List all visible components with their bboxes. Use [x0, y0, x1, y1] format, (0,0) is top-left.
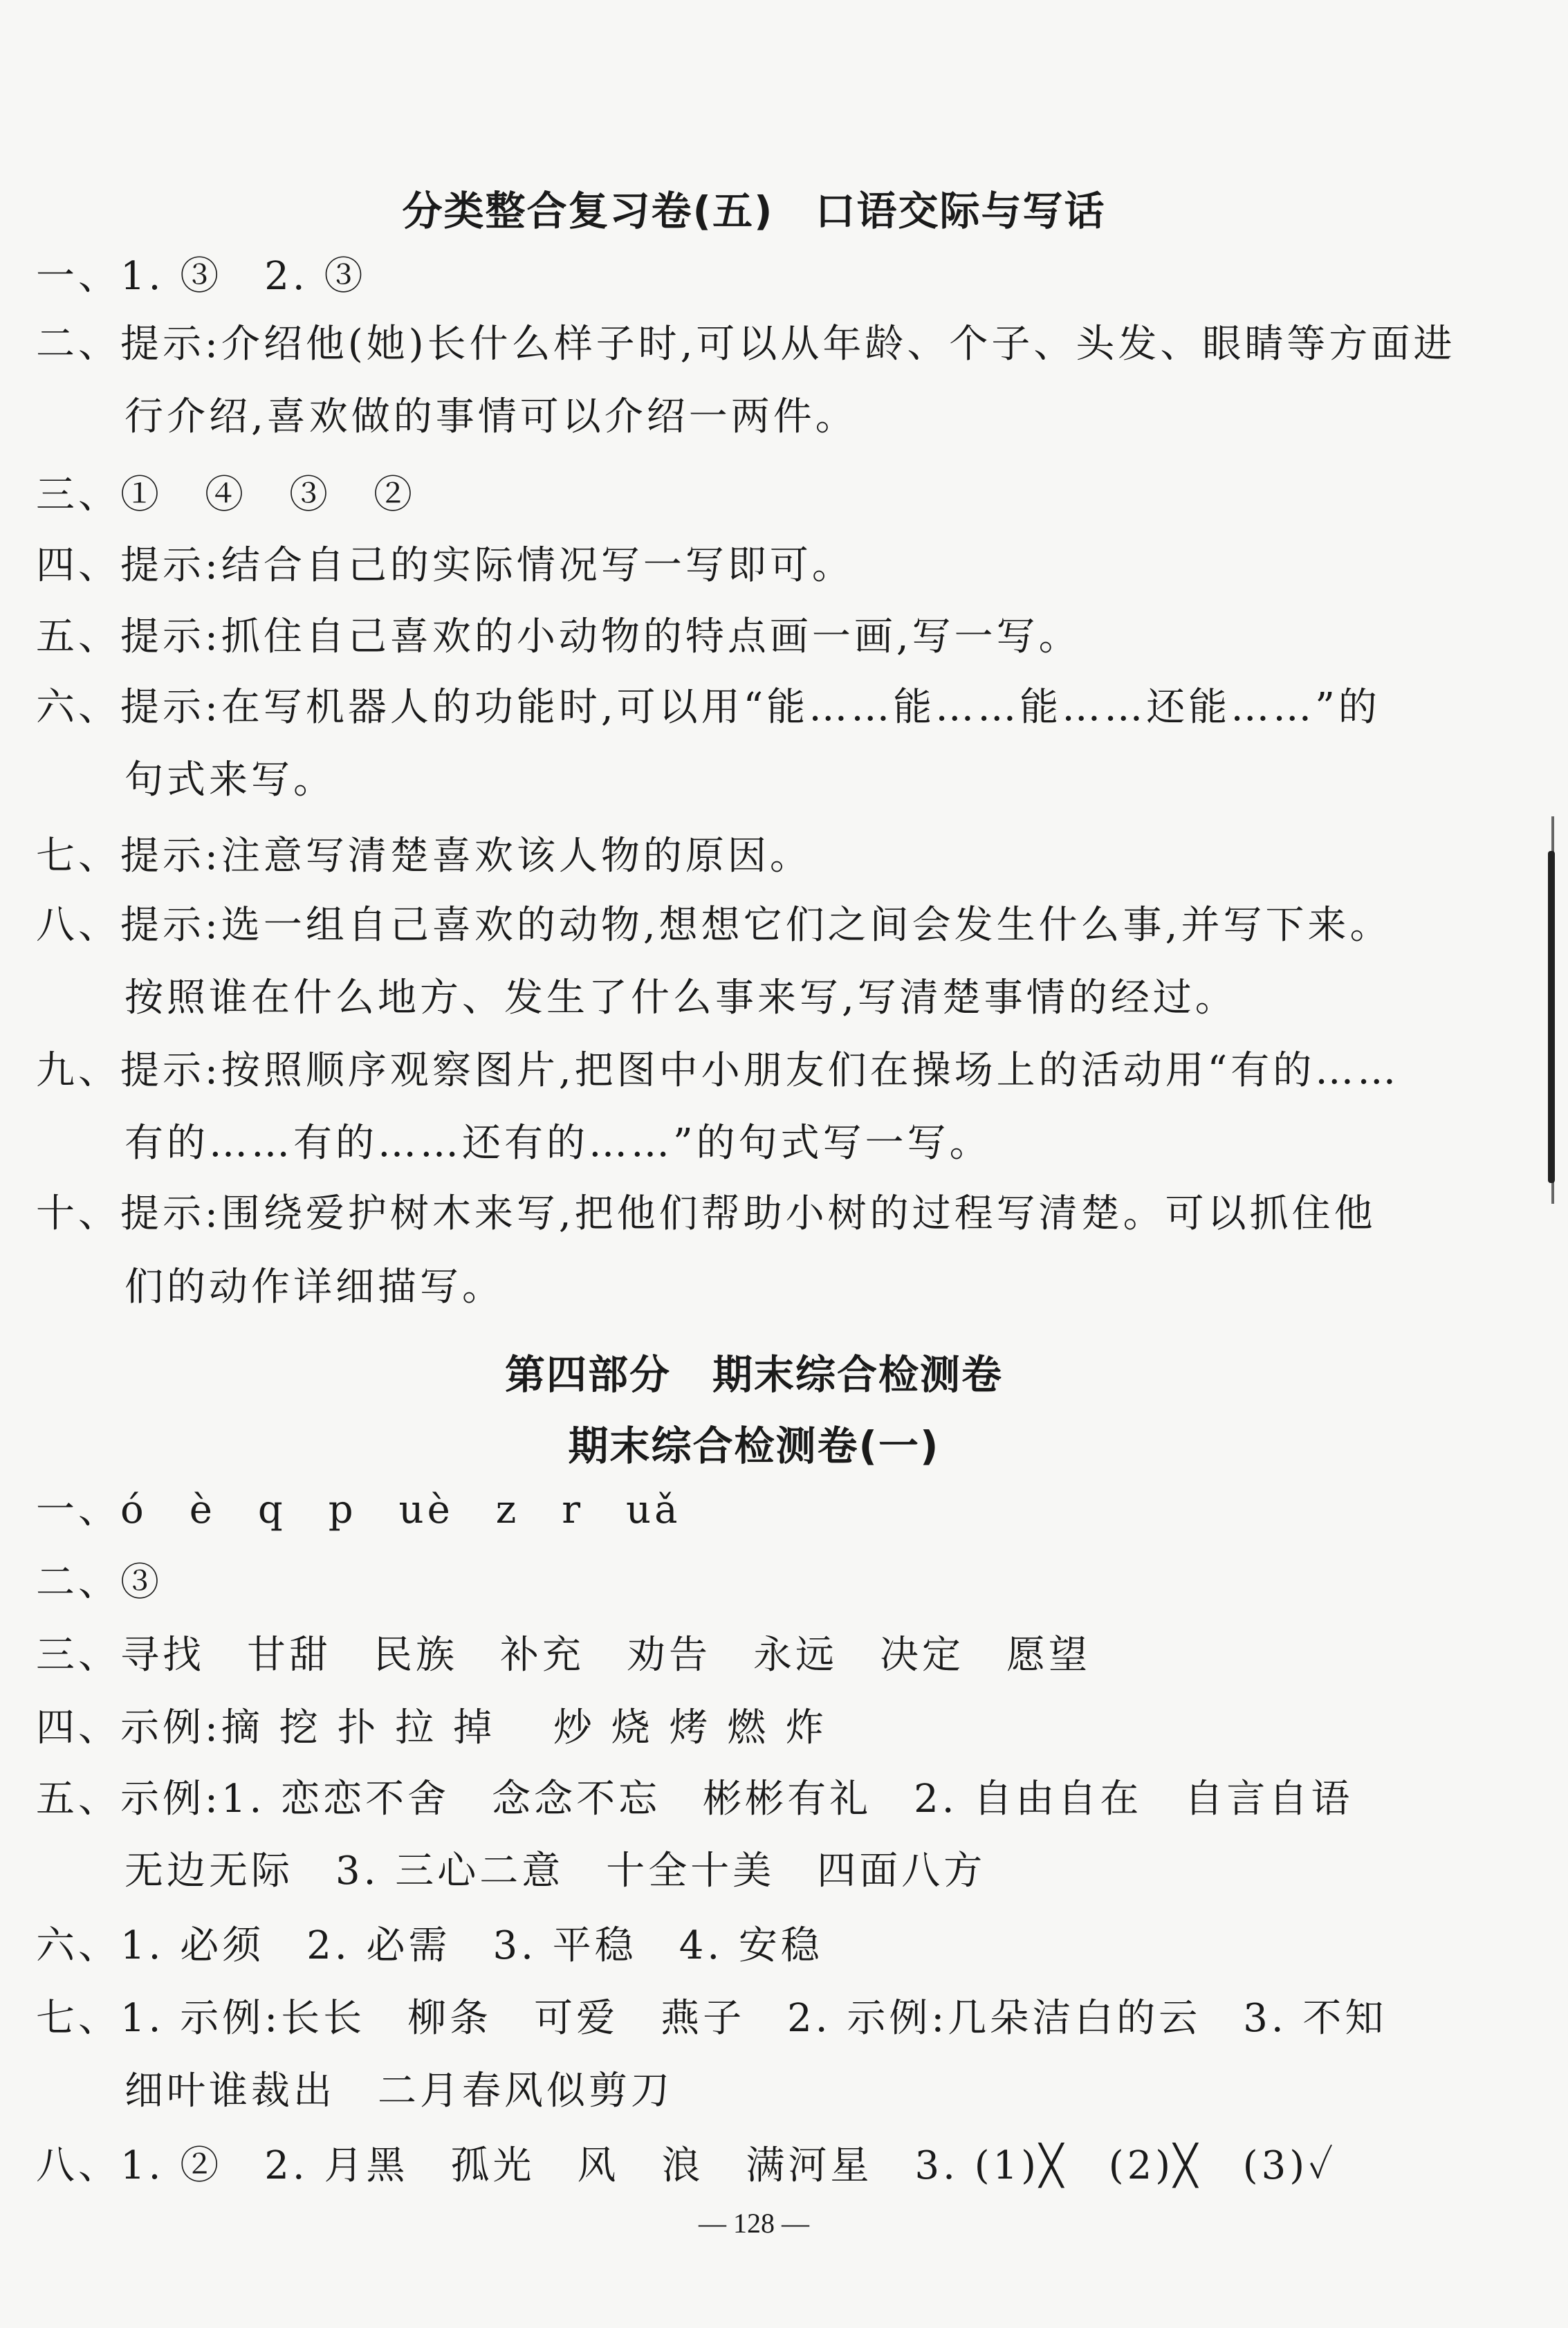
answer-line: 六、提示:在写机器人的功能时,可以用“能……能……能……还能……”的	[36, 685, 1381, 730]
answer-line: 二、提示:介绍他(她)长什么样子时,可以从年龄、个子、头发、眼睛等方面进	[36, 322, 1456, 367]
page-number: — 128 —	[699, 2208, 809, 2239]
binding-edge	[1548, 851, 1555, 1183]
answer-line: 按照谁在什么地方、发生了什么事来写,写清楚事情的经过。	[124, 975, 1237, 1020]
answer-line: 句式来写。	[124, 758, 335, 803]
answer-line: 二、③	[36, 1560, 163, 1605]
exam-title: 期末综合检测卷(一)	[568, 1422, 940, 1469]
answer-line: 三、① ④ ③ ②	[36, 473, 416, 517]
answer-line: 六、1. 必须 2. 必需 3. 平稳 4. 安稳	[36, 1923, 823, 1968]
answer-line: 一、ó è q p uè z r uǎ	[36, 1487, 681, 1532]
part-title: 第四部分 期末综合检测卷	[504, 1351, 1003, 1398]
answer-line: 有的……有的……还有的……”的句式写一写。	[124, 1121, 992, 1166]
answer-line: 细叶谁裁出 二月春风似剪刀	[124, 2069, 673, 2114]
answer-line: 四、提示:结合自己的实际情况写一写即可。	[36, 543, 854, 588]
answer-line: 四、示例:摘 挖 扑 拉 掉 炒 烧 烤 燃 炸	[36, 1705, 828, 1750]
answer-line: 无边无际 3. 三心二意 十全十美 四面八方	[124, 1849, 986, 1894]
answer-line: 十、提示:围绕爱护树木来写,把他们帮助小树的过程写清楚。可以抓住他	[36, 1191, 1376, 1236]
answer-line: 三、寻找 甘甜 民族 补充 劝告 永远 决定 愿望	[36, 1633, 1091, 1678]
answer-line: 一、1. ③ 2. ③	[36, 254, 367, 299]
answer-line: 五、示例:1. 恋恋不舍 念念不忘 彬彬有礼 2. 自由自在 自言自语	[36, 1777, 1354, 1822]
answer-line: 八、1. ② 2. 月黑 孤光 风 浪 满河星 3. (1)╳ (2)╳ (3)✓	[36, 2143, 1337, 2188]
answer-line: 七、1. 示例:长长 柳条 可爱 燕子 2. 示例:几朵洁白的云 3. 不知	[36, 1996, 1387, 2041]
answer-line: 七、提示:注意写清楚喜欢该人物的原因。	[36, 834, 812, 879]
section-title-review-5: 分类整合复习卷(五) 口语交际与写话	[402, 187, 1106, 235]
answer-line: 们的动作详细描写。	[124, 1265, 504, 1310]
answer-line: 八、提示:选一组自己喜欢的动物,想想它们之间会发生什么事,并写下来。	[36, 903, 1392, 948]
answer-line: 九、提示:按照顺序观察图片,把图中小朋友们在操场上的活动用“有的……	[36, 1048, 1400, 1093]
answer-line: 行介绍,喜欢做的事情可以介绍一两件。	[124, 394, 858, 439]
answer-line: 五、提示:抓住自己喜欢的小动物的特点画一画,写一写。	[36, 614, 1081, 659]
